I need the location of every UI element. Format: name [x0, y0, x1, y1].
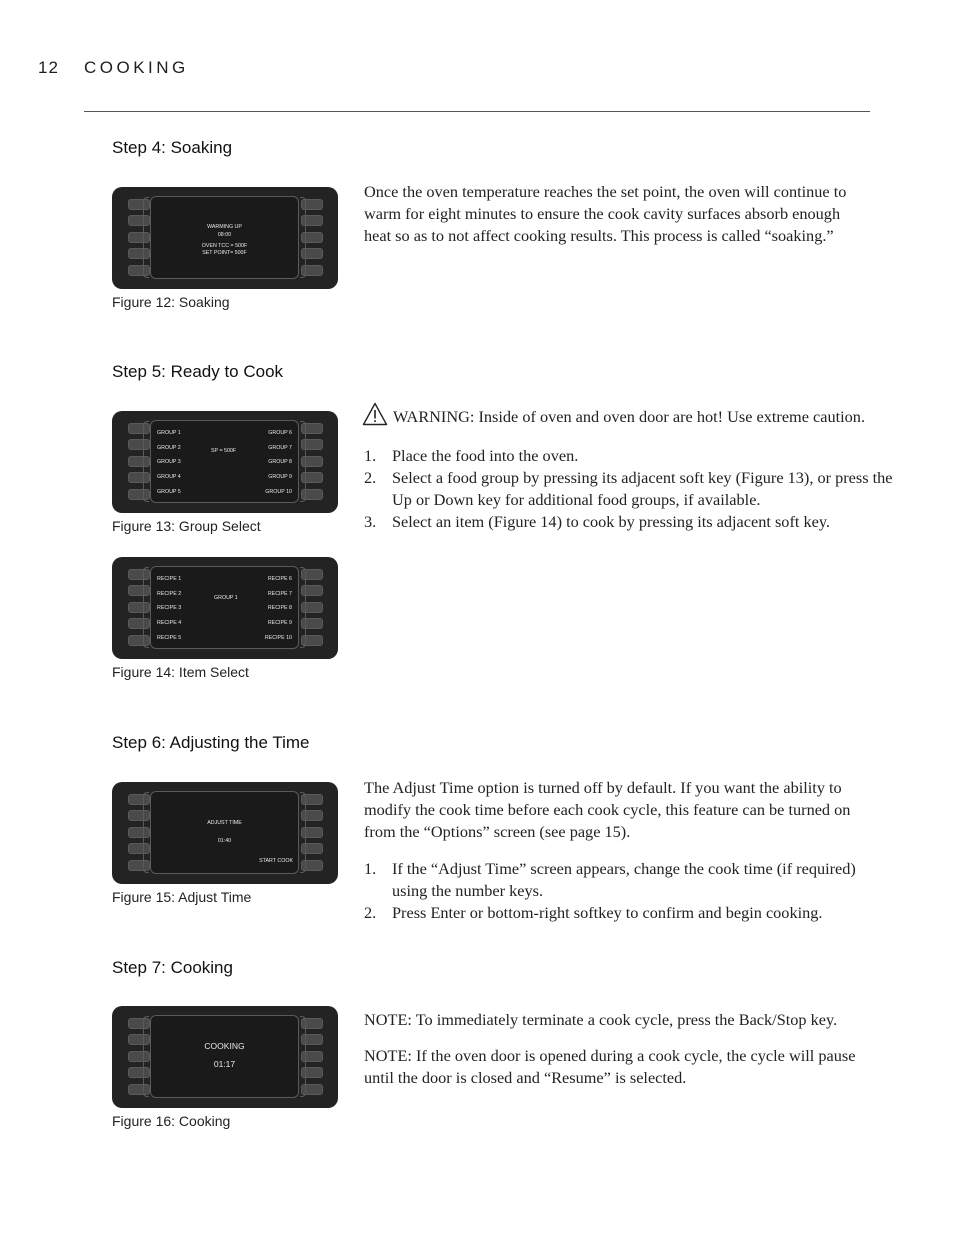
- step4-text: [364, 181, 864, 247]
- figure15-adjust-time-panel: [112, 782, 338, 884]
- list-item: 3. Select an item (Figure 14) to cook by pressing its adjacent soft key.: [364, 512, 830, 531]
- recipe-option-2[interactable]: RECIPE 2: [157, 591, 182, 597]
- display-screen: [150, 791, 299, 874]
- figure13-group-select-panel: [112, 411, 338, 513]
- recipe-option-6[interactable]: RECIPE 6: [267, 576, 292, 582]
- figure14-caption: Figure 14: Item Select: [112, 664, 249, 680]
- screen-bracket-right: [300, 567, 306, 648]
- screen-timer: 08:00: [217, 232, 232, 238]
- screen-bracket-right: [300, 197, 306, 278]
- screen-bracket-left: [143, 1016, 149, 1097]
- figure14-item-select-panel: [112, 557, 338, 659]
- list-item: 2. Select a food group by pressing its adjacent soft key (Figure 13), or press the Up or Down key for additional food groups, if available.: [364, 468, 893, 509]
- screen-bracket-left: [143, 792, 149, 873]
- section-title: COOKING: [84, 58, 189, 77]
- warning-text: WARNING: Inside of oven and oven door are hot! Use extreme caution.: [393, 407, 866, 426]
- display-screen: [150, 196, 299, 279]
- recipe-option-8[interactable]: RECIPE 8: [267, 605, 292, 611]
- group-option-6[interactable]: GROUP 6: [268, 430, 292, 436]
- step7-heading: Step 7: Cooking: [112, 958, 233, 977]
- group-option-1[interactable]: GROUP 1: [157, 430, 181, 436]
- screen-bracket-left: [143, 421, 149, 502]
- screen-time: 01:17: [213, 1059, 236, 1069]
- screen-title: ADJUST TIME: [207, 820, 242, 826]
- list-item: 1. If the “Adjust Time” screen appears, change the cook time (if required) using the number keys.: [364, 859, 856, 900]
- group-option-7[interactable]: GROUP 7: [268, 445, 292, 451]
- recipe-option-1[interactable]: RECIPE 1: [157, 576, 182, 582]
- screen-title: COOKING: [204, 1041, 245, 1051]
- display-screen: [150, 1015, 299, 1098]
- step6-text: [364, 777, 864, 843]
- step4-paragraph: Once the oven temperature reaches the set point, the oven will continue to warm for eight minutes to ensure the cook cavity surfaces absorb enough heat so as to not affect cooking results. This process is called “soaking.”: [364, 182, 847, 245]
- step6-list: [364, 858, 864, 924]
- note-1: NOTE: To immediately terminate a cook cycle, press the Back/Stop key.: [364, 1010, 838, 1029]
- figure16-cooking-panel: [112, 1006, 338, 1108]
- screen-set-point: SET POINT= 500F: [202, 250, 247, 256]
- screen-status: WARMING UP: [207, 224, 242, 230]
- step6-heading: Step 6: Adjusting the Time: [112, 733, 310, 752]
- screen-bracket-right: [300, 792, 306, 873]
- group-option-8[interactable]: GROUP 8: [268, 459, 292, 465]
- screen-bracket-left: [143, 197, 149, 278]
- list-item: 1. Place the food into the oven.: [364, 446, 579, 465]
- recipe-option-5[interactable]: RECIPE 5: [157, 635, 182, 641]
- recipe-option-4[interactable]: RECIPE 4: [157, 620, 182, 626]
- screen-time: 01:40: [217, 838, 232, 844]
- recipe-option-10[interactable]: RECIPE 10: [264, 635, 292, 641]
- group-option-9[interactable]: GROUP 9: [268, 474, 292, 480]
- step6-paragraph: The Adjust Time option is turned off by default. If you want the ability to modify the cook time before each cook cycle, this feature can be turned on from the “Options” screen (see page 15).: [364, 778, 851, 841]
- list-item: 2. Press Enter or bottom-right softkey to confirm and begin cooking.: [364, 903, 823, 922]
- step4-heading: Step 4: Soaking: [112, 138, 233, 157]
- display-screen: [150, 420, 299, 503]
- recipe-option-3[interactable]: RECIPE 3: [157, 605, 182, 611]
- figure12-soaking-panel: [112, 187, 338, 289]
- screen-group-title: GROUP 1: [214, 595, 238, 601]
- start-cook-softkey-label[interactable]: START COOK: [259, 858, 293, 864]
- display-screen: [150, 566, 299, 649]
- screen-set-point: SP = 500F: [211, 448, 237, 454]
- figure16-caption: Figure 16: Cooking: [112, 1113, 231, 1129]
- group-option-3[interactable]: GROUP 3: [157, 459, 181, 465]
- screen-bracket-left: [143, 567, 149, 648]
- group-option-2[interactable]: GROUP 2: [157, 445, 181, 451]
- page-number: 12: [38, 58, 59, 77]
- screen-oven-temp: OVEN TCC = 500F: [201, 243, 248, 249]
- warning-icon: [362, 402, 388, 426]
- step5-heading: Step 5: Ready to Cook: [112, 362, 284, 381]
- figure15-caption: Figure 15: Adjust Time: [112, 889, 252, 905]
- figure13-caption: Figure 13: Group Select: [112, 518, 261, 534]
- step5-list: [364, 445, 894, 533]
- screen-bracket-right: [300, 1016, 306, 1097]
- group-option-5[interactable]: GROUP 5: [157, 489, 181, 495]
- header-divider: [84, 111, 870, 112]
- recipe-option-9[interactable]: RECIPE 9: [267, 620, 292, 626]
- screen-bracket-right: [300, 421, 306, 502]
- recipe-option-7[interactable]: RECIPE 7: [267, 591, 292, 597]
- group-option-10[interactable]: GROUP 10: [265, 489, 292, 495]
- group-option-4[interactable]: GROUP 4: [157, 474, 181, 480]
- note-2: NOTE: If the oven door is opened during a cook cycle, the cycle will pause until the door is closed and “Resume” is selected.: [364, 1046, 856, 1087]
- figure12-caption: Figure 12: Soaking: [112, 294, 230, 310]
- step7-text: [364, 1009, 874, 1089]
